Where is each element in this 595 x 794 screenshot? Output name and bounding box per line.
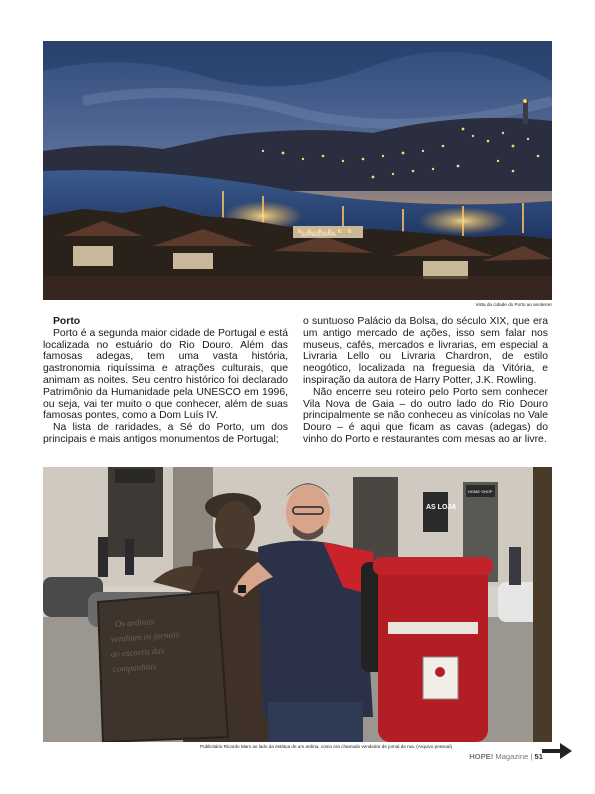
shop-sign-2: HOME SHOP — [468, 489, 493, 494]
svg-text:vendiam os jornais: vendiam os jornais — [110, 629, 180, 644]
svg-text:companhias: companhias — [112, 660, 157, 674]
magazine-brand: HOPE! — [469, 752, 494, 761]
sandeman-sign: SANDEMAN — [301, 232, 336, 238]
porto-dusk-image — [43, 41, 552, 300]
page-number: 51 — [534, 752, 543, 761]
shop-sign: AS LOJA — [426, 504, 457, 511]
article-heading: Porto — [53, 316, 81, 327]
article-left-column — [43, 316, 288, 446]
article-right-column — [303, 316, 548, 446]
statue-photo — [43, 467, 552, 742]
magazine-label: Magazine — [495, 752, 529, 761]
bottom-photo-caption: Publicitário Ricardo Marx ao lado da estátua de um ardina, como era chamado vendedor de jornal de rua. (Arquivo pessoal) — [200, 744, 453, 749]
svg-text:Os ardinas: Os ardinas — [114, 616, 155, 629]
next-page-arrow-icon — [542, 743, 572, 759]
article-paragraph: Não encerre seu roteiro pelo Porto sem conhecer Vila Nova de Gaia – do outro lado do Rio Douro principalmente se não conheceu as vinícolas no Vale Douro – é aqui que ficam as cavas (adegas) do vinho do Porto e restaurantes com mesas ao ar livre. — [303, 386, 548, 445]
top-photo-caption: Vista da cidade do Porto ao anoitecer — [475, 302, 552, 307]
page-footer — [469, 752, 543, 761]
footer-separator: | — [530, 752, 533, 761]
statue-image — [43, 467, 552, 742]
porto-dusk-photo — [43, 41, 552, 300]
article-paragraph: Na lista de raridades, a Sé do Porto, um dos principais e mais antigos monumentos de Portugal; — [43, 422, 288, 445]
svg-text:ao escorra das: ao escorra das — [110, 645, 165, 659]
article-paragraph: Porto é a segunda maior cidade de Portugal e está localizada no estuário do Rio Douro. Além das famosas adegas, tem uma vasta história, gastronomia riquíssima e atrações culturais, que animam as noites. Seu centro histórico foi declarado Patrimônio da Humanidade pela UNESCO em 1996, ou seja, vai ter muito o que conhecer, além de suas famosas pontes, como a Dom Luís IV. — [43, 327, 288, 422]
article-paragraph: o suntuoso Palácio da Bolsa, do século XIX, que era um antigo mercado de ações, isso sem falar nos museus, cafés, mercados e livrarias, em especial a Livraria Lello ou Livraria Chardron, de estilo neogótico, localizada na freguesia da Vitória, e inspiração da autora de Harry Potter, J.K. Rowling. — [303, 316, 548, 386]
